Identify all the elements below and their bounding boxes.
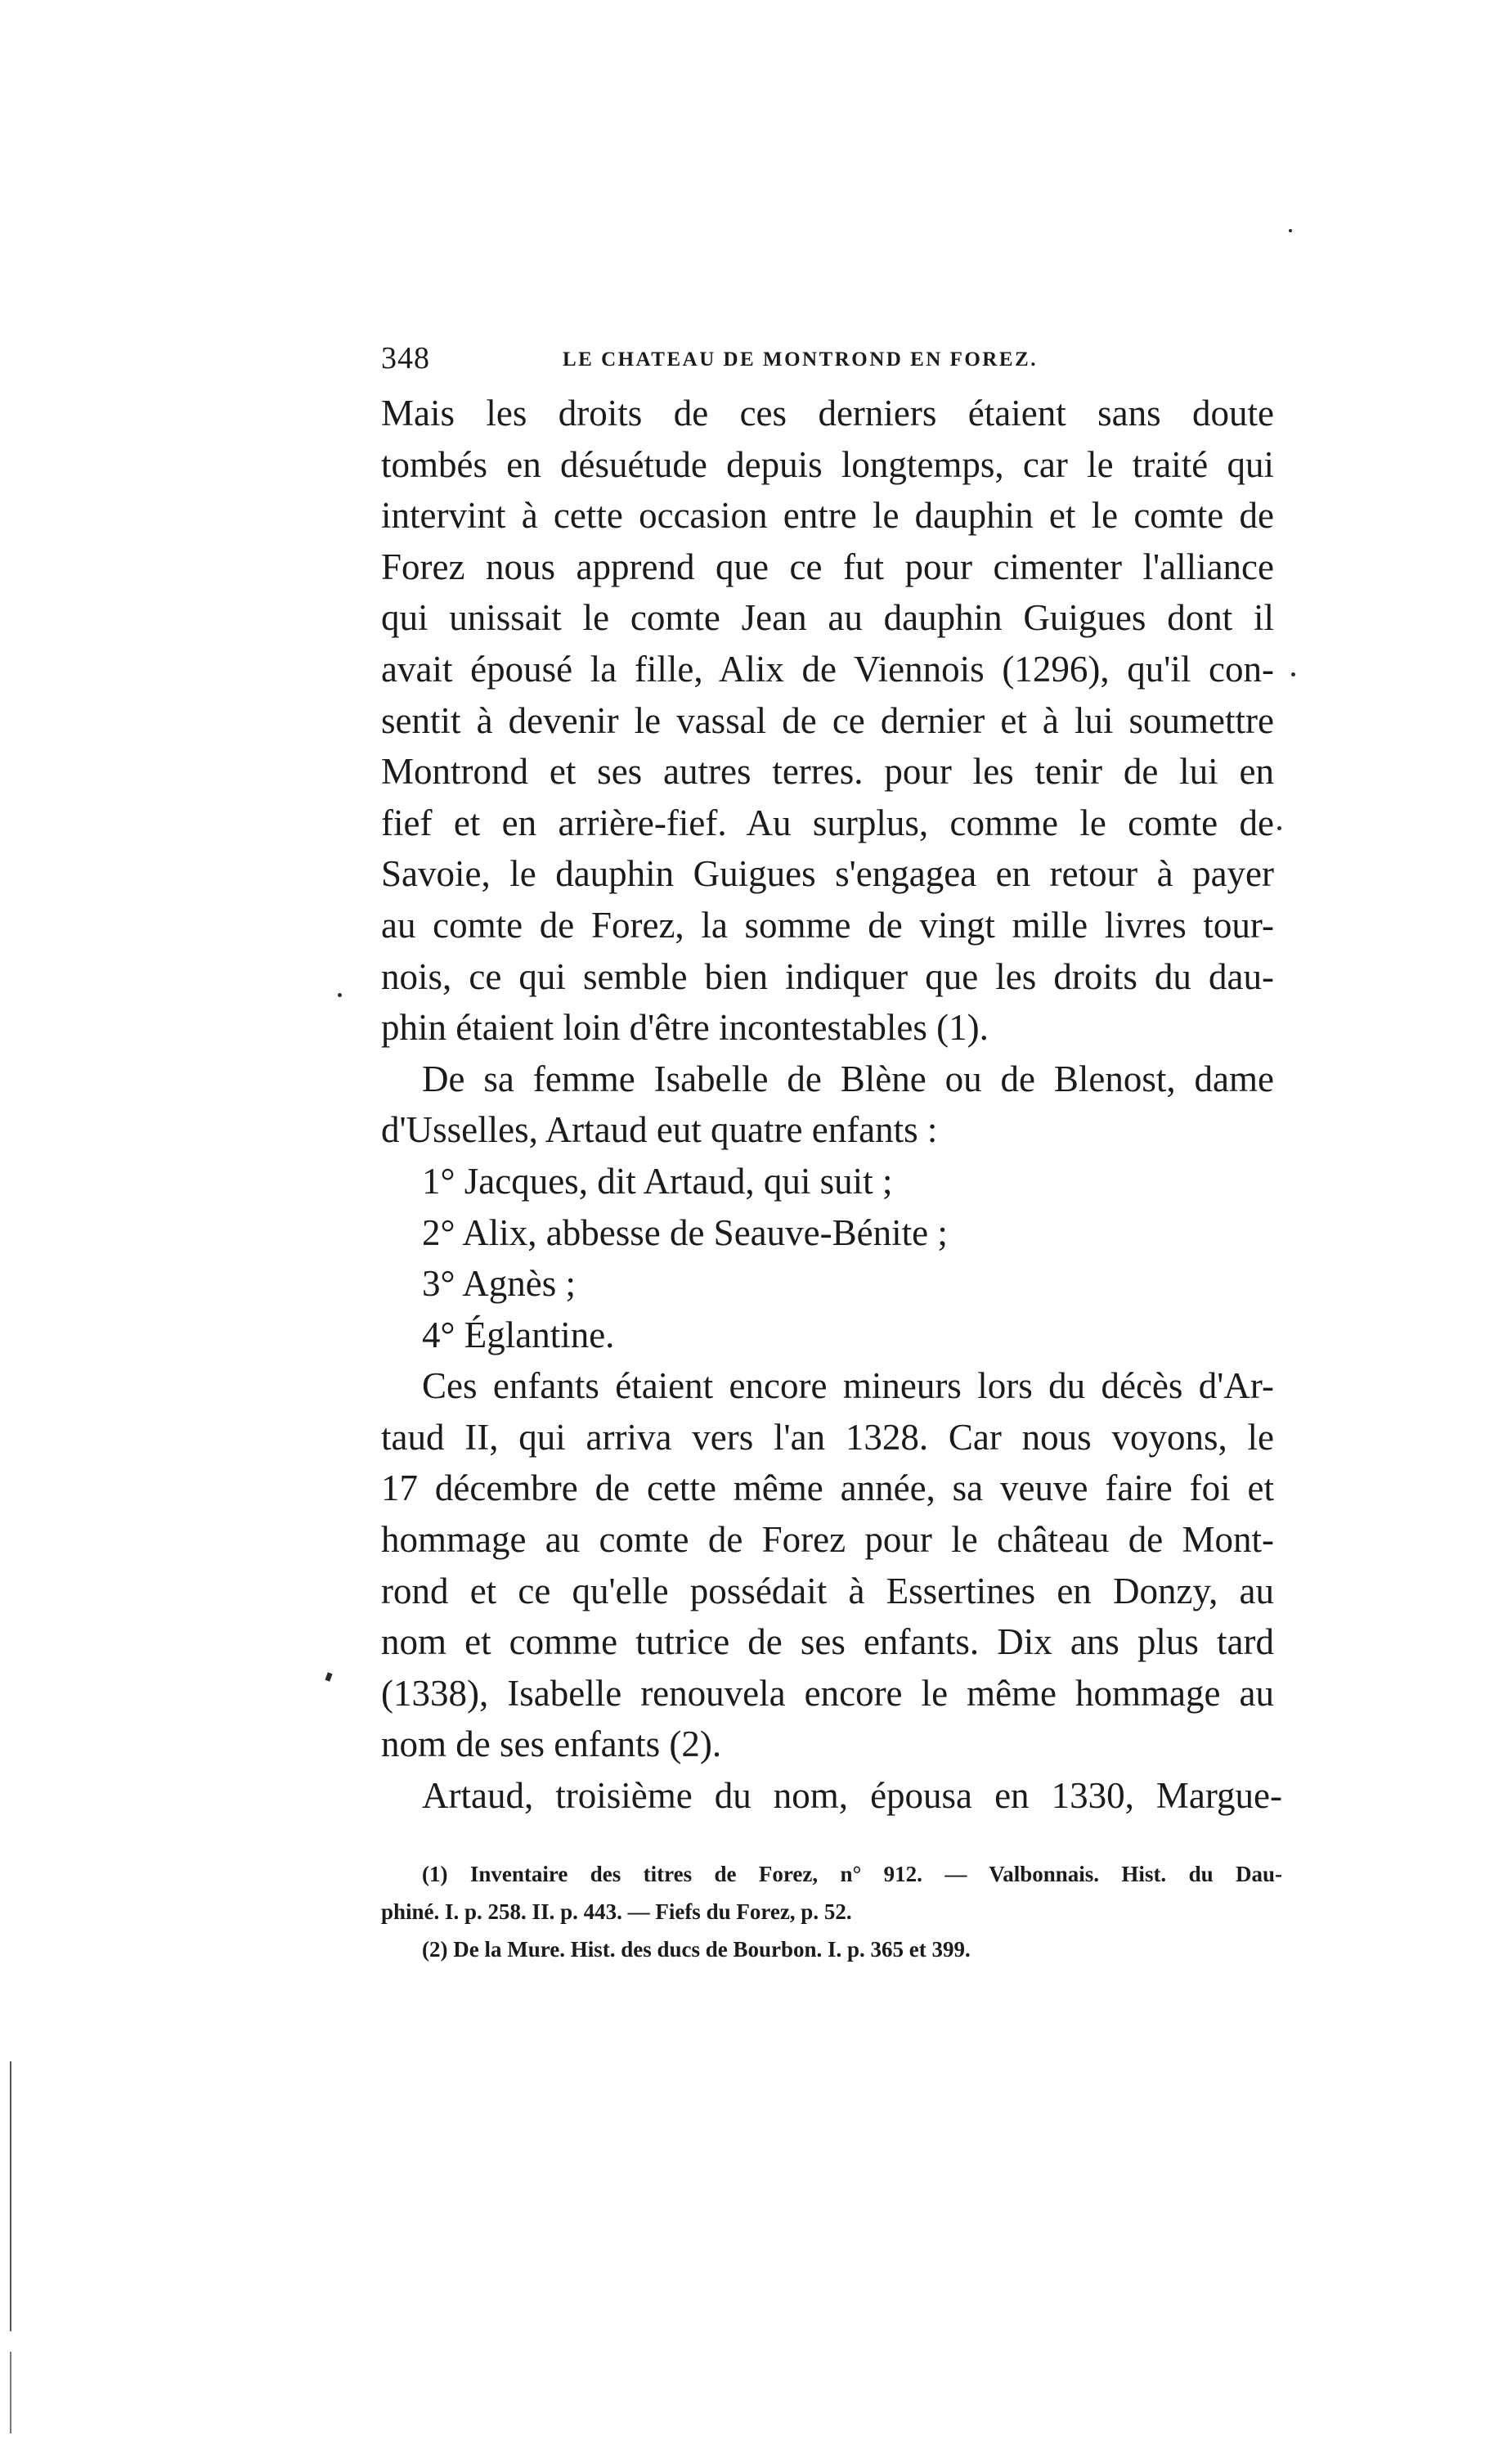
text-line: De sa femme Isabelle de Blène ou de Blenost, dame: [422, 1058, 1274, 1099]
text-line: tombés en désuétude depuis longtemps, car le traité qui: [381, 443, 1274, 485]
text-line: d'Usselles, Artaud eut quatre enfants :: [381, 1109, 938, 1151]
scan-mark: [338, 993, 342, 997]
text-line: intervint à cette occasion entre le dauphin et le comte de: [381, 495, 1274, 537]
text-line: 17 décembre de cette même année, sa veuve faire foi et: [381, 1467, 1274, 1509]
text-line: Montrond et ses autres terres. pour les tenir de lui en: [381, 751, 1274, 793]
page-header: [381, 340, 1264, 386]
text-line: Savoie, le dauphin Guigues s'engagea en retour à payer: [381, 853, 1274, 895]
text-line: avait épousé la fille, Alix de Viennois (1296), qu'il con-: [381, 648, 1274, 690]
footnote-line: (2) De la Mure. Hist. des ducs de Bourbon. I. p. 365 et 399.: [422, 1937, 971, 1962]
text-line: au comte de Forez, la somme de vingt mille livres tour-: [381, 904, 1274, 946]
text-line: Mais les droits de ces derniers étaient sans doute: [381, 393, 1274, 434]
text-line: hommage au comte de Forez pour le château de Mont-: [381, 1519, 1274, 1561]
text-line: rond et ce qu'elle possédait à Essertines en Donzy, au: [381, 1570, 1274, 1611]
text-line: (1338), Isabelle renouvela encore le même hommage au: [381, 1672, 1274, 1714]
text-line: nom et comme tutrice de ses enfants. Dix ans plus tard: [381, 1621, 1274, 1663]
body-text: [381, 388, 1282, 1822]
text-line: nom de ses enfants (2).: [381, 1724, 722, 1765]
scan-mark: [1277, 826, 1281, 830]
footnote-line: phiné. I. p. 258. II. p. 443. — Fiefs du Forez, p. 52.: [381, 1899, 852, 1924]
list-item: 3° Agnès ;: [422, 1263, 576, 1305]
text-line: phin étaient loin d'être incontestables (1).: [381, 1007, 989, 1049]
list-item: 2° Alix, abbesse de Seauve-Bénite ;: [422, 1211, 948, 1253]
text-line: Forez nous apprend que ce fut pour cimenter l'alliance: [381, 546, 1274, 587]
text-line: Ces enfants étaient encore mineurs lors du décès d'Ar-: [422, 1365, 1274, 1407]
list-item: 4° Églantine.: [422, 1314, 615, 1355]
text-line: sentit à devenir le vassal de ce dernier et à lui soumettre: [381, 699, 1274, 741]
text-line: fief et en arrière-fief. Au surplus, comme le comte de: [381, 802, 1274, 843]
text-line: nois, ce qui semble bien indiquer que les droits du dau-: [381, 955, 1274, 997]
page-number: 348: [381, 341, 430, 375]
footnote-line: (1) Inventaire des titres de Forez, n° 912. — Valbonnais. Hist. du Dau-: [422, 1862, 1282, 1886]
text-line: taud II, qui arriva vers l'an 1328. Car nous voyons, le: [381, 1416, 1274, 1458]
scan-edge-line: [10, 2061, 11, 2331]
list-item: 1° Jacques, dit Artaud, qui suit ;: [422, 1160, 893, 1202]
text-line: Artaud, troisième du nom, épousa en 1330, Margue-: [422, 1775, 1282, 1817]
scan-edge-line: [10, 2352, 11, 2434]
scan-mark: [325, 1672, 332, 1681]
footnotes: [381, 1855, 1282, 1968]
text-line: qui unissait le comte Jean au dauphin Guigues dont il: [381, 597, 1274, 639]
scan-mark: [1291, 672, 1295, 676]
scan-mark: [1289, 229, 1292, 232]
running-title: LE CHATEAU DE MONTROND EN FOREZ.: [563, 348, 1038, 371]
